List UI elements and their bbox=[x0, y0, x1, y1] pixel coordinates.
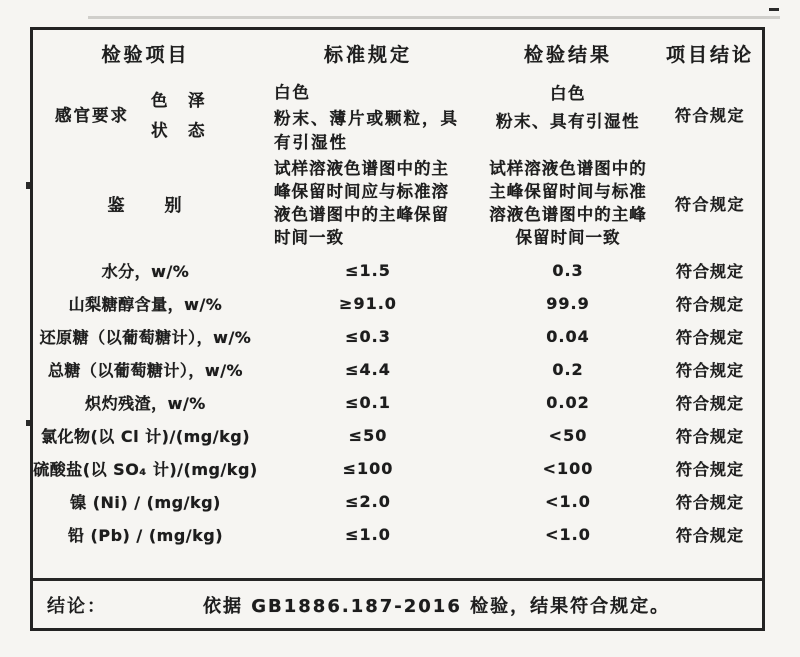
row-standard: ≤2.0 bbox=[345, 492, 391, 511]
sensory-item-label: 感官要求 bbox=[55, 106, 129, 125]
row-item: 总糖（以葡萄糖计），w/% bbox=[47, 361, 244, 380]
row-item: 硫酸盐(以 SO₄ 计)/(mg/kg) bbox=[33, 460, 258, 479]
table-row-ignition-residue bbox=[33, 386, 762, 419]
table-row-nickel bbox=[33, 485, 762, 518]
row-result: <50 bbox=[548, 426, 588, 445]
sensory-sub-items bbox=[151, 76, 258, 152]
table-row-chloride bbox=[33, 419, 762, 452]
sensory-sub-state-label: 状 态 bbox=[151, 121, 207, 140]
sensory-standard-state: 粉末、薄片或颗粒，具有引湿性 bbox=[274, 109, 459, 152]
row-conclusion: 符合规定 bbox=[675, 328, 744, 347]
row-item: 铅 (Pb) / (mg/kg) bbox=[67, 526, 224, 545]
table-row-sulfate bbox=[33, 452, 762, 485]
inspection-report-table bbox=[30, 27, 765, 631]
table-row-sorbitol-content bbox=[33, 287, 762, 320]
sensory-result-state: 粉末、具有引湿性 bbox=[496, 112, 640, 131]
row-conclusion: 符合规定 bbox=[675, 493, 744, 512]
row-result: 0.2 bbox=[552, 360, 584, 379]
row-standard: ≤0.1 bbox=[345, 393, 391, 412]
sensory-standard-cell bbox=[258, 76, 478, 152]
table-body bbox=[33, 30, 762, 578]
scan-artifact-streak bbox=[88, 16, 780, 19]
col-header-item: 检验项目 bbox=[101, 43, 190, 66]
row-conclusion: 符合规定 bbox=[675, 361, 744, 380]
row-standard: ≤50 bbox=[348, 426, 388, 445]
row-conclusion: 符合规定 bbox=[675, 394, 744, 413]
row-conclusion: 符合规定 bbox=[675, 526, 744, 545]
sensory-result-color: 白色 bbox=[550, 84, 586, 103]
row-item: 山梨糖醇含量，w/% bbox=[68, 295, 223, 314]
sensory-sub-color-label: 色 泽 bbox=[151, 91, 207, 110]
table-row-lead bbox=[33, 518, 762, 551]
table-header-row bbox=[33, 30, 762, 76]
row-item: 还原糖（以葡萄糖计），w/% bbox=[39, 328, 252, 347]
sensory-row bbox=[33, 76, 762, 152]
row-result: <1.0 bbox=[545, 525, 591, 544]
row-result: 0.3 bbox=[552, 261, 584, 280]
identification-row bbox=[33, 152, 762, 254]
row-item: 水分，w/% bbox=[101, 262, 190, 281]
conclusion-text: 依据 GB1886.187-2016 检验，结果符合规定。 bbox=[203, 595, 671, 617]
row-result: 99.9 bbox=[546, 294, 590, 313]
sensory-conclusion: 符合规定 bbox=[674, 105, 745, 125]
row-result: <1.0 bbox=[545, 492, 591, 511]
row-standard: ≤1.0 bbox=[345, 525, 391, 544]
identification-result-text: 试样溶液色谱图中的主峰保留时间与标准溶液色谱图中的主峰保留时间一致 bbox=[489, 159, 647, 247]
table-row-total-sugar bbox=[33, 353, 762, 386]
row-conclusion: 符合规定 bbox=[675, 427, 744, 446]
row-result: <100 bbox=[542, 459, 594, 478]
row-standard: ≤100 bbox=[342, 459, 394, 478]
row-conclusion: 符合规定 bbox=[675, 460, 744, 479]
identification-conclusion: 符合规定 bbox=[674, 194, 745, 214]
conclusion-label: 结论： bbox=[47, 595, 107, 617]
identification-result-cell bbox=[478, 152, 658, 254]
identification-standard-text: 试样溶液色谱图中的主峰保留时间应与标准溶液色谱图中的主峰保留时间一致 bbox=[274, 159, 449, 247]
table-row-reducing-sugar bbox=[33, 320, 762, 353]
row-conclusion: 符合规定 bbox=[675, 295, 744, 314]
row-standard: ≥91.0 bbox=[339, 294, 397, 313]
col-header-result: 检验结果 bbox=[523, 43, 612, 66]
conclusion-row bbox=[33, 578, 762, 628]
row-result: 0.04 bbox=[546, 327, 590, 346]
row-result: 0.02 bbox=[546, 393, 590, 412]
table-row-moisture bbox=[33, 254, 762, 287]
col-header-standard: 标准规定 bbox=[323, 43, 412, 66]
row-standard: ≤1.5 bbox=[345, 261, 391, 280]
sensory-standard-color: 白色 bbox=[274, 83, 311, 102]
row-item: 镍 (Ni) / (mg/kg) bbox=[70, 493, 221, 512]
row-standard: ≤4.4 bbox=[345, 360, 391, 379]
sensory-result-cell bbox=[478, 76, 658, 152]
sensory-item-cell bbox=[33, 76, 258, 152]
row-item: 炽灼残渣，w/% bbox=[85, 394, 206, 413]
identification-item-label: 鉴 别 bbox=[107, 195, 184, 216]
col-header-conclusion: 项目结论 bbox=[665, 43, 754, 66]
row-conclusion: 符合规定 bbox=[675, 262, 744, 281]
row-item: 氯化物(以 Cl 计)/(mg/kg) bbox=[40, 427, 251, 446]
identification-standard-cell bbox=[258, 152, 478, 254]
row-standard: ≤0.3 bbox=[345, 327, 391, 346]
scan-speck bbox=[769, 8, 779, 11]
